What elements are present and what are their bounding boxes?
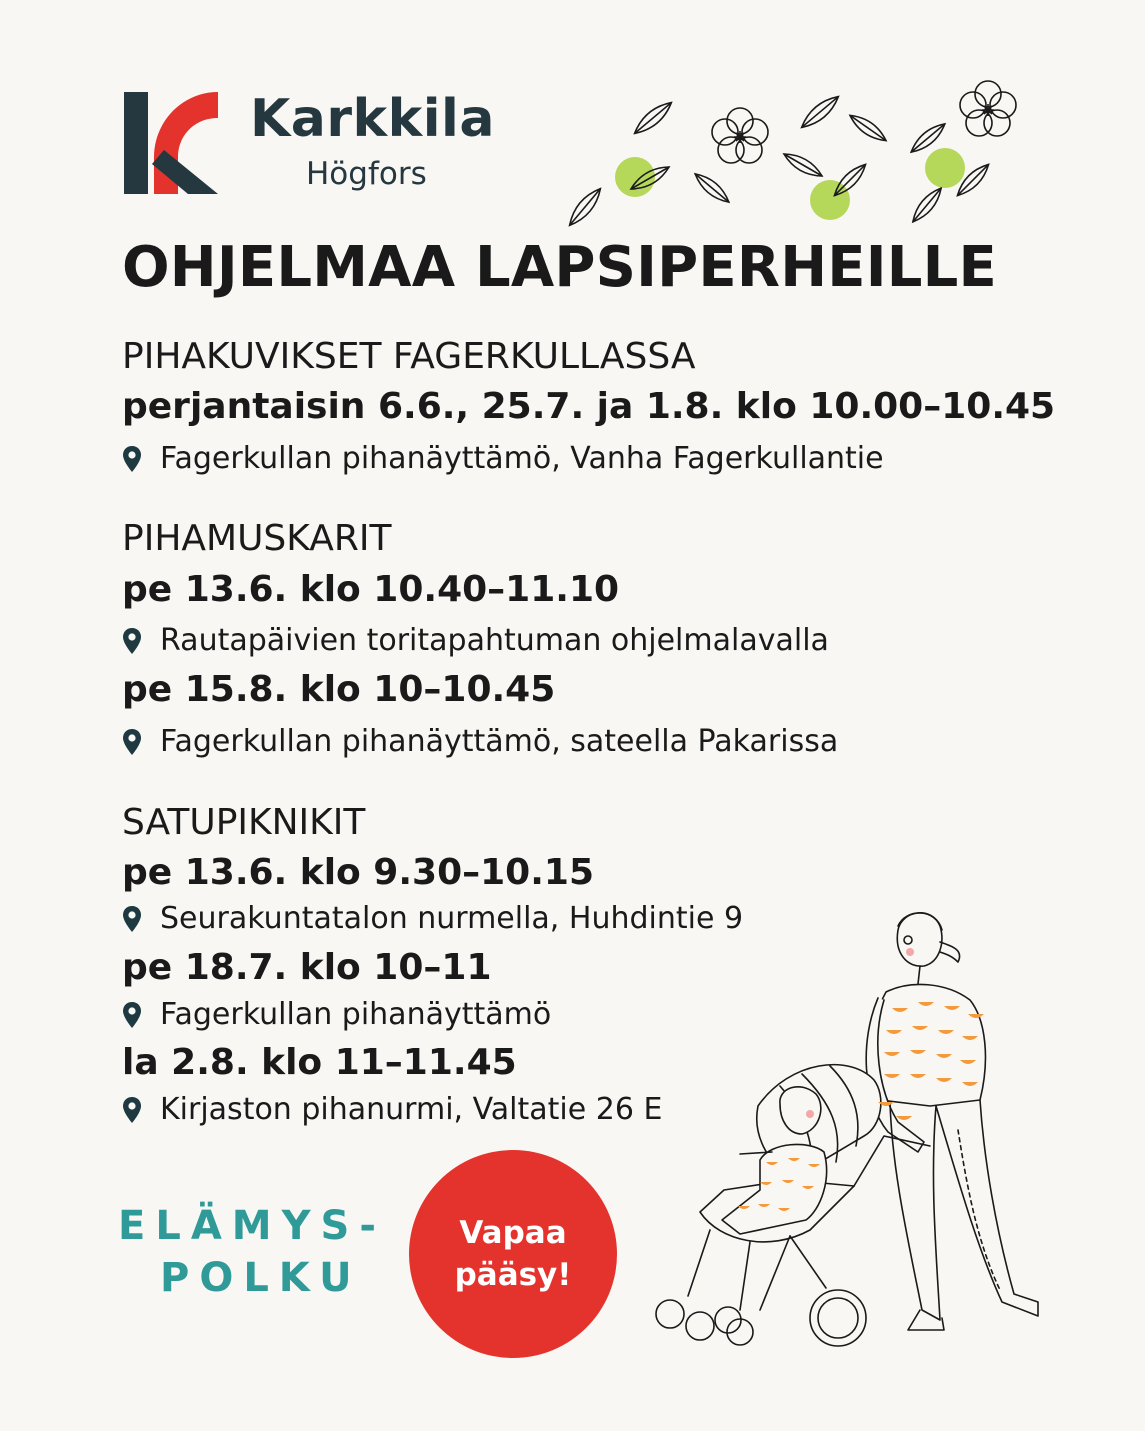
section-title: SATUPIKNIKIT bbox=[122, 802, 366, 843]
event-time: pe 18.7. klo 10–11 bbox=[122, 947, 492, 988]
elamyspolku-logo bbox=[118, 1200, 386, 1304]
event-location bbox=[122, 621, 829, 661]
brand-name: Karkkila bbox=[250, 89, 495, 149]
map-pin-icon bbox=[122, 728, 142, 756]
event-time: perjantaisin 6.6., 25.7. ja 1.8. klo 10.00–10.45 bbox=[122, 386, 1056, 427]
elamyspolku-line1: ELÄMYS- bbox=[118, 1203, 386, 1249]
page-title: OHJELMAA LAPSIPERHEILLE bbox=[122, 235, 997, 300]
badge-line2: pääsy! bbox=[454, 1257, 572, 1293]
event-location bbox=[122, 439, 884, 479]
event-time: pe 13.6. klo 9.30–10.15 bbox=[122, 852, 594, 893]
section-title: PIHAMUSKARIT bbox=[122, 518, 392, 559]
event-location bbox=[122, 995, 551, 1035]
elamyspolku-line2: POLKU bbox=[160, 1255, 362, 1301]
map-pin-icon bbox=[122, 627, 142, 655]
event-location-label: Fagerkullan pihanäyttämö, Vanha Fagerkullantie bbox=[160, 441, 884, 476]
map-pin-icon bbox=[122, 445, 142, 473]
parent-stroller-illustration bbox=[640, 890, 1080, 1370]
map-pin-icon bbox=[122, 1096, 142, 1124]
event-time: la 2.8. klo 11–11.45 bbox=[122, 1042, 517, 1083]
event-time: pe 13.6. klo 10.40–11.10 bbox=[122, 569, 620, 610]
badge-line1: Vapaa bbox=[459, 1215, 567, 1251]
karkkila-logo-mark bbox=[124, 92, 218, 194]
event-location-label: Fagerkullan pihanäyttämö bbox=[160, 997, 552, 1032]
brand-subtitle: Högfors bbox=[306, 156, 427, 192]
event-location-label: Fagerkullan pihanäyttämö, sateella Pakarissa bbox=[160, 724, 839, 759]
event-location bbox=[122, 1090, 662, 1130]
event-time: pe 15.8. klo 10–10.45 bbox=[122, 669, 556, 710]
leaf-flower-decoration bbox=[550, 60, 1040, 230]
free-entry-badge bbox=[409, 1150, 617, 1358]
event-location-label: Seurakuntatalon nurmella, Huhdintie 9 bbox=[160, 901, 744, 936]
event-location bbox=[122, 722, 838, 762]
map-pin-icon bbox=[122, 905, 142, 933]
event-location-label: Rautapäivien toritapahtuman ohjelmalavalla bbox=[160, 623, 829, 658]
section-title: PIHAKUVIKSET FAGERKULLASSA bbox=[122, 336, 696, 377]
map-pin-icon bbox=[122, 1001, 142, 1029]
event-location-label: Kirjaston pihanurmi, Valtatie 26 E bbox=[160, 1092, 663, 1127]
